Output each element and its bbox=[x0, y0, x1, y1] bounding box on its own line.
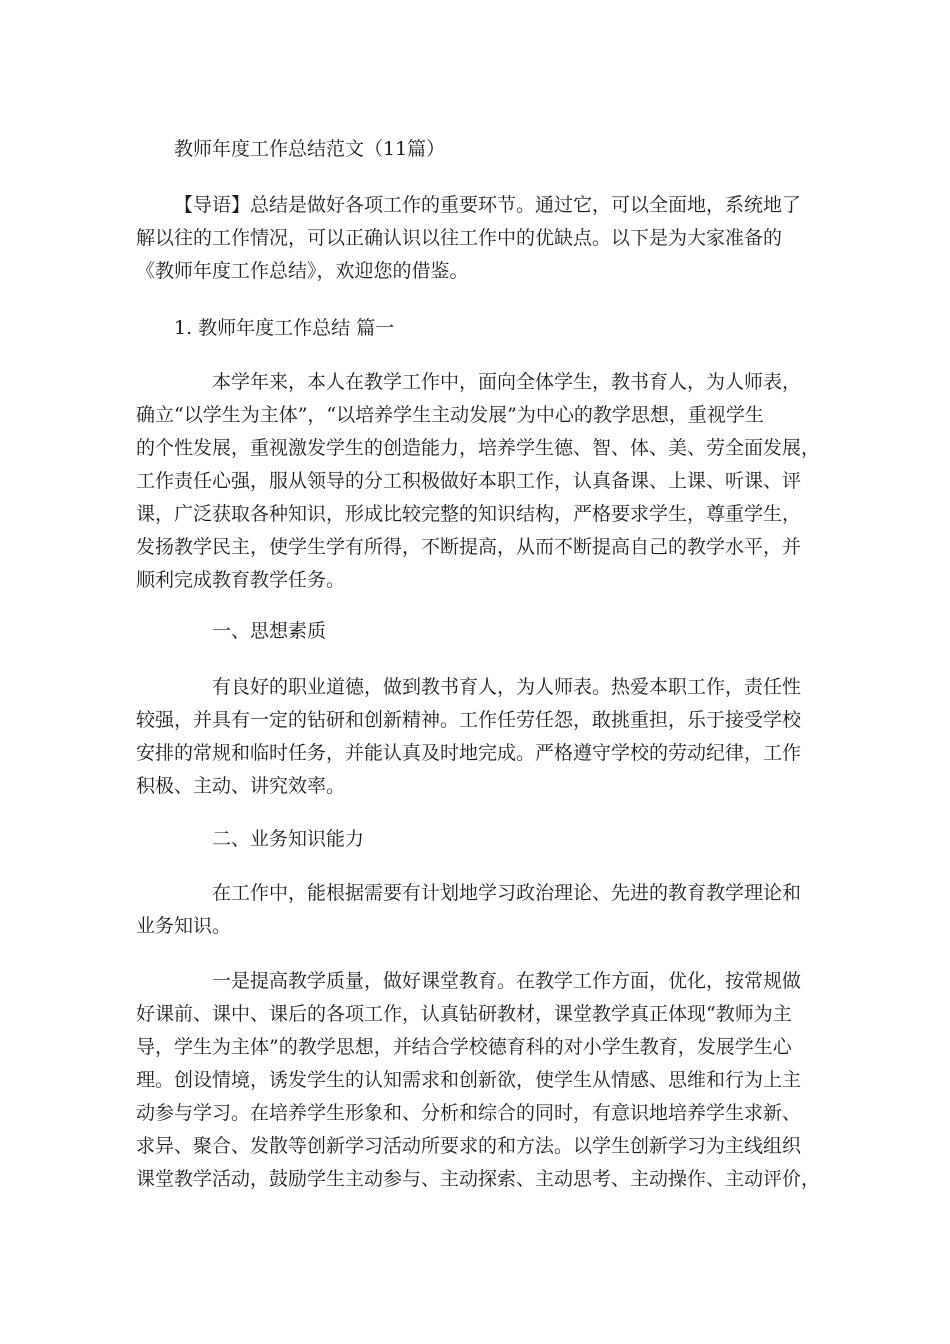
paragraph-line: 在工作中，能根据需要有计划地学习政治理论、先进的教育教学理论和 bbox=[212, 882, 802, 904]
paragraph-line: 导，学生为主体”的教学思想，并结合学校德育科的对小学生教育，发展学生心 bbox=[136, 1036, 792, 1058]
paragraph-3 bbox=[136, 877, 820, 943]
intro-line: 【导语】总结是做好各项工作的重要环节。通过它，可以全面地，系统地了 bbox=[174, 194, 802, 216]
paragraph-line: 求异、聚合、发散等创新学习活动所要求的和方法。以学生创新学习为主线组织 bbox=[136, 1135, 802, 1157]
paragraph-1 bbox=[136, 366, 820, 597]
paragraph-line: 课，广泛获取各种知识，形成比较完整的知识结构，严格要求学生，尊重学生， bbox=[136, 503, 802, 525]
paragraph-line: 确立“以学生为主体”，“以培养学生主动发展”为中心的教学思想，重视学生 bbox=[136, 404, 764, 426]
section-heading: 1. 教师年度工作总结 篇一 bbox=[174, 317, 395, 339]
paragraph-line: 安排的常规和临时任务，并能认真及时地完成。严格遵守学校的劳动纪律，工作 bbox=[136, 742, 802, 764]
paragraph-line: 动参与学习。在培养学生形象和、分析和综合的同时，有意识地培养学生求新、 bbox=[136, 1102, 802, 1124]
paragraph-line: 好课前、课中、课后的各项工作，认真钻研教材，课堂教学真正体现“教师为主 bbox=[136, 1003, 792, 1025]
paragraph-line: 发扬教学民主，使学生学有所得，不断提高，从而不断提高自己的教学水平，并 bbox=[136, 536, 802, 558]
subsection-heading-1: 一、思想素质 bbox=[212, 620, 327, 642]
paragraph-line: 顺利完成教育教学任务。 bbox=[136, 569, 346, 591]
paragraph-line: 的个性发展，重视激发学生的创造能力，培养学生德、智、体、美、劳全面发展， bbox=[136, 437, 821, 459]
paragraph-line: 业务知识。 bbox=[136, 915, 232, 937]
intro-line: 解以往的工作情况，可以正确认识以往工作中的优缺点。以下是为大家准备的 bbox=[136, 227, 783, 249]
intro-line: 《教师年度工作总结》，欢迎您的借鉴。 bbox=[136, 260, 469, 282]
paragraph-2 bbox=[136, 671, 820, 803]
paragraph-line: 有良好的职业道德，做到教书育人，为人师表。热爱本职工作，责任性 bbox=[212, 676, 802, 698]
paragraph-line: 课堂教学活动，鼓励学生主动参与、主动探索、主动思考、主动操作、主动评价， bbox=[136, 1168, 821, 1190]
subsection-heading-2: 二、业务知识能力 bbox=[212, 828, 365, 850]
paragraph-line: 工作责任心强，服从领导的分工积极做好本职工作，认真备课、上课、听课、评 bbox=[136, 470, 802, 492]
intro-paragraph bbox=[136, 189, 820, 288]
paragraph-line: 积极、主动、讲究效率。 bbox=[136, 775, 346, 797]
paragraph-line: 本学年来，本人在教学工作中，面向全体学生，教书育人，为人师表， bbox=[212, 371, 802, 393]
paragraph-line: 一是提高教学质量，做好课堂教育。在教学工作方面，优化，按常规做 bbox=[212, 970, 802, 992]
document-title: 教师年度工作总结范文（11篇） bbox=[174, 138, 446, 160]
paragraph-line: 理。创设情境，诱发学生的认知需求和创新欲，使学生从情感、思维和行为上主 bbox=[136, 1069, 802, 1091]
paragraph-4 bbox=[136, 965, 820, 1196]
paragraph-line: 较强，并具有一定的钻研和创新精神。工作任劳任怨，敢挑重担，乐于接受学校 bbox=[136, 709, 802, 731]
